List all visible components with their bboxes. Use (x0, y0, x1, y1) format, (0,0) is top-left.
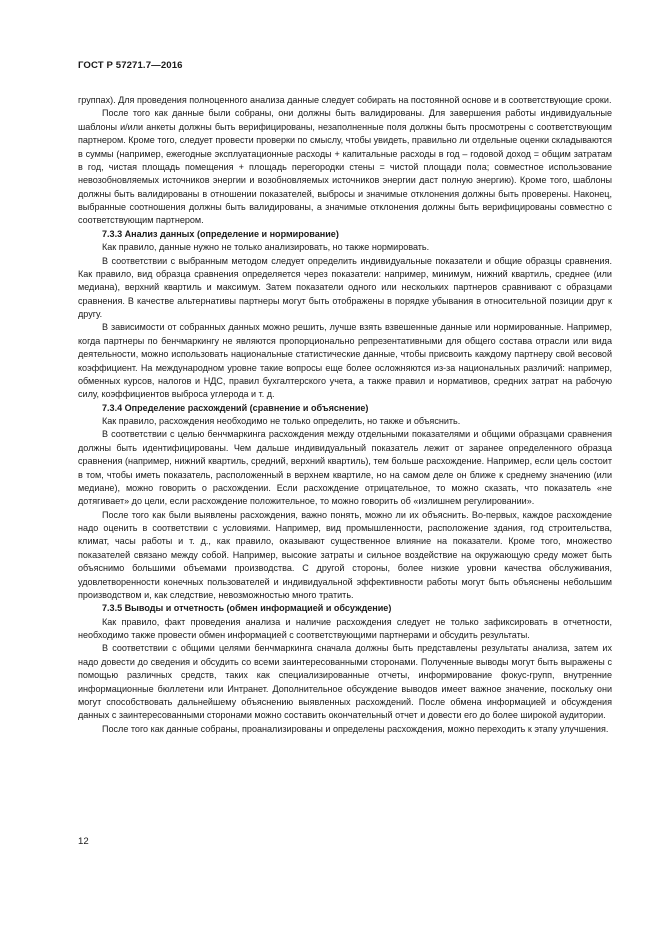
paragraph: После того как данные были собраны, они должны быть валидированы. Для завершения работы индивидуальные шаблоны и/или анкеты должны быть верифицированы, незаполненные поля должны быть просмотрены с соответствующим партнером. Кроме того, следует провести проверки по смыслу, чтобы увидеть, правильно ли отдельные оценки складываются в суммы (например, ежегодные эксплуатационные расходы + капитальные расходы в год – годовой доход = общим затратам в год, чистая площадь помещения + площадь перегородки стены = чистой площади пола; совместное использование невозобновляемых источников энергии и возобновляемых источников энергии даст полную энергию). Кроме того, шаблоны должны быть валидированы в отношении показателей, выбросы и значимые отклонения должны быть проверены. Наконец, выбранные соотношения должны быть валидированы, а значимые отклонения должны быть верифицированы совместно с соответствующим партнером. (78, 108, 612, 226)
page-number: 12 (78, 836, 89, 847)
paragraph: В соответствии с целью бенчмаркинга расхождения между отдельными показателями и общими образцами сравнения должны быть идентифицированы. Чем дальше индивидуальный показатель лежит от заранее определенного образца сравнения (например, нижний квартиль, средний, верхний квартиль), тем больше расхождение. Например, если цель состоит в том, чтобы иметь показатель, расположенный в верхнем квартиле, но на самом деле он ближе к среднему значению (или медиане), можно говорить о расхождении. Если расхождение отрицательное, то можно сказать, что показатель «не дотягивает» до цели, если расхождение положительное, то можно говорить об «излишнем регулировании». (78, 429, 612, 507)
paragraph: В зависимости от собранных данных можно решить, лучше взять взвешенные данные или нормированные. Например, когда партнеры по бенчмаркингу не являются пропорционально репрезентативными для общего состава отрасли или вида деятельности, можно использовать национальные статистические данные, чтобы присвоить каждому партнеру свой весовой коэффициент. На международном уровне такие вопросы еще более осложняются из-за национальных различий: например, обменных курсов, налогов и НДС, правил бухгалтерского учета, а также правил и нормативов, средних затрат на рабочую силу, коэффициентов выброса углерода и т. д. (78, 322, 612, 400)
section-heading-7-3-4: 7.3.4 Определение расхождений (сравнение и объяснение) (102, 402, 369, 413)
page-body (78, 94, 612, 736)
paragraph: В соответствии с выбранным методом следует определить индивидуальные показатели и общие образцы сравнения. Как правило, вид образца сравнения определяется через показатели: например, минимум, нижний квартиль, среднее (или медиана), верхний квартиль и максимум. Затем показатели одного или нескольких партнеров сравнивают с образцами сравнения. В качестве альтернативы партнеры могут быть отображены в порядке убывания в относительной позиции друг к другу. (78, 255, 612, 319)
paragraph: В соответствии с общими целями бенчмаркинга сначала должны быть представлены результаты анализа, затем их надо довести до сведения и обсудить со всеми заинтересованными сторонами. Полученные выводы могут быть выражены с помощью различных средств, таких как специализированные отчеты, информирование фокус-групп, внутренние информационные бюллетени или Интранет. Дополнительное обсуждение выводов имеет важное значение, поскольку они могут способствовать дальнейшему объяснению выявленных расхождений. После обмена информацией и обсуждения данных с заинтересованными сторонами можно составить окончательный отчет и довести его до более широкой аудитории. (78, 643, 612, 721)
paragraph: После того как были выявлены расхождения, важно понять, можно ли их объяснить. Во-первых, каждое расхождение надо оценить в соответствии с условиями. Например, вид промышленности, расположение здания, год строительства, климат, часы работы и т. д., как правило, оказывают существенное влияние на показатели. Кроме того, множество показателей связано между собой. Например, высокие затраты и сильное воздействие на окружающую среду может быть объяснимо большими объемами производства. С другой стороны, более низкие уровни качества обслуживания, удовлетворенности конечных пользователей и индивидуальной эффективности работы могут быть объяснены небольшим производством и, как следствие, невозможностью много тратить. (78, 509, 612, 600)
paragraph: группах). Для проведения полноценного анализа данные следует собирать на постоянной основе и в соответствующие сроки. (78, 95, 612, 105)
paragraph: Как правило, расхождения необходимо не только определить, но также и объяснить. (102, 416, 461, 426)
paragraph: Как правило, факт проведения анализа и наличие расхождения следует не только зафиксировать в отчетности, необходимо также провести обмен информацией с соответствующими партнерами и обсудить результаты. (78, 616, 612, 640)
section-heading-7-3-3: 7.3.3 Анализ данных (определение и нормирование) (102, 228, 339, 239)
document-header: ГОСТ Р 57271.7—2016 (78, 60, 183, 71)
paragraph: После того как данные собраны, проанализированы и определены расхождения, можно переходить к этапу улучшения. (102, 723, 609, 734)
section-heading-7-3-5: 7.3.5 Выводы и отчетность (обмен информацией и обсуждение) (102, 603, 392, 614)
paragraph: Как правило, данные нужно не только анализировать, но также нормировать. (102, 242, 430, 253)
